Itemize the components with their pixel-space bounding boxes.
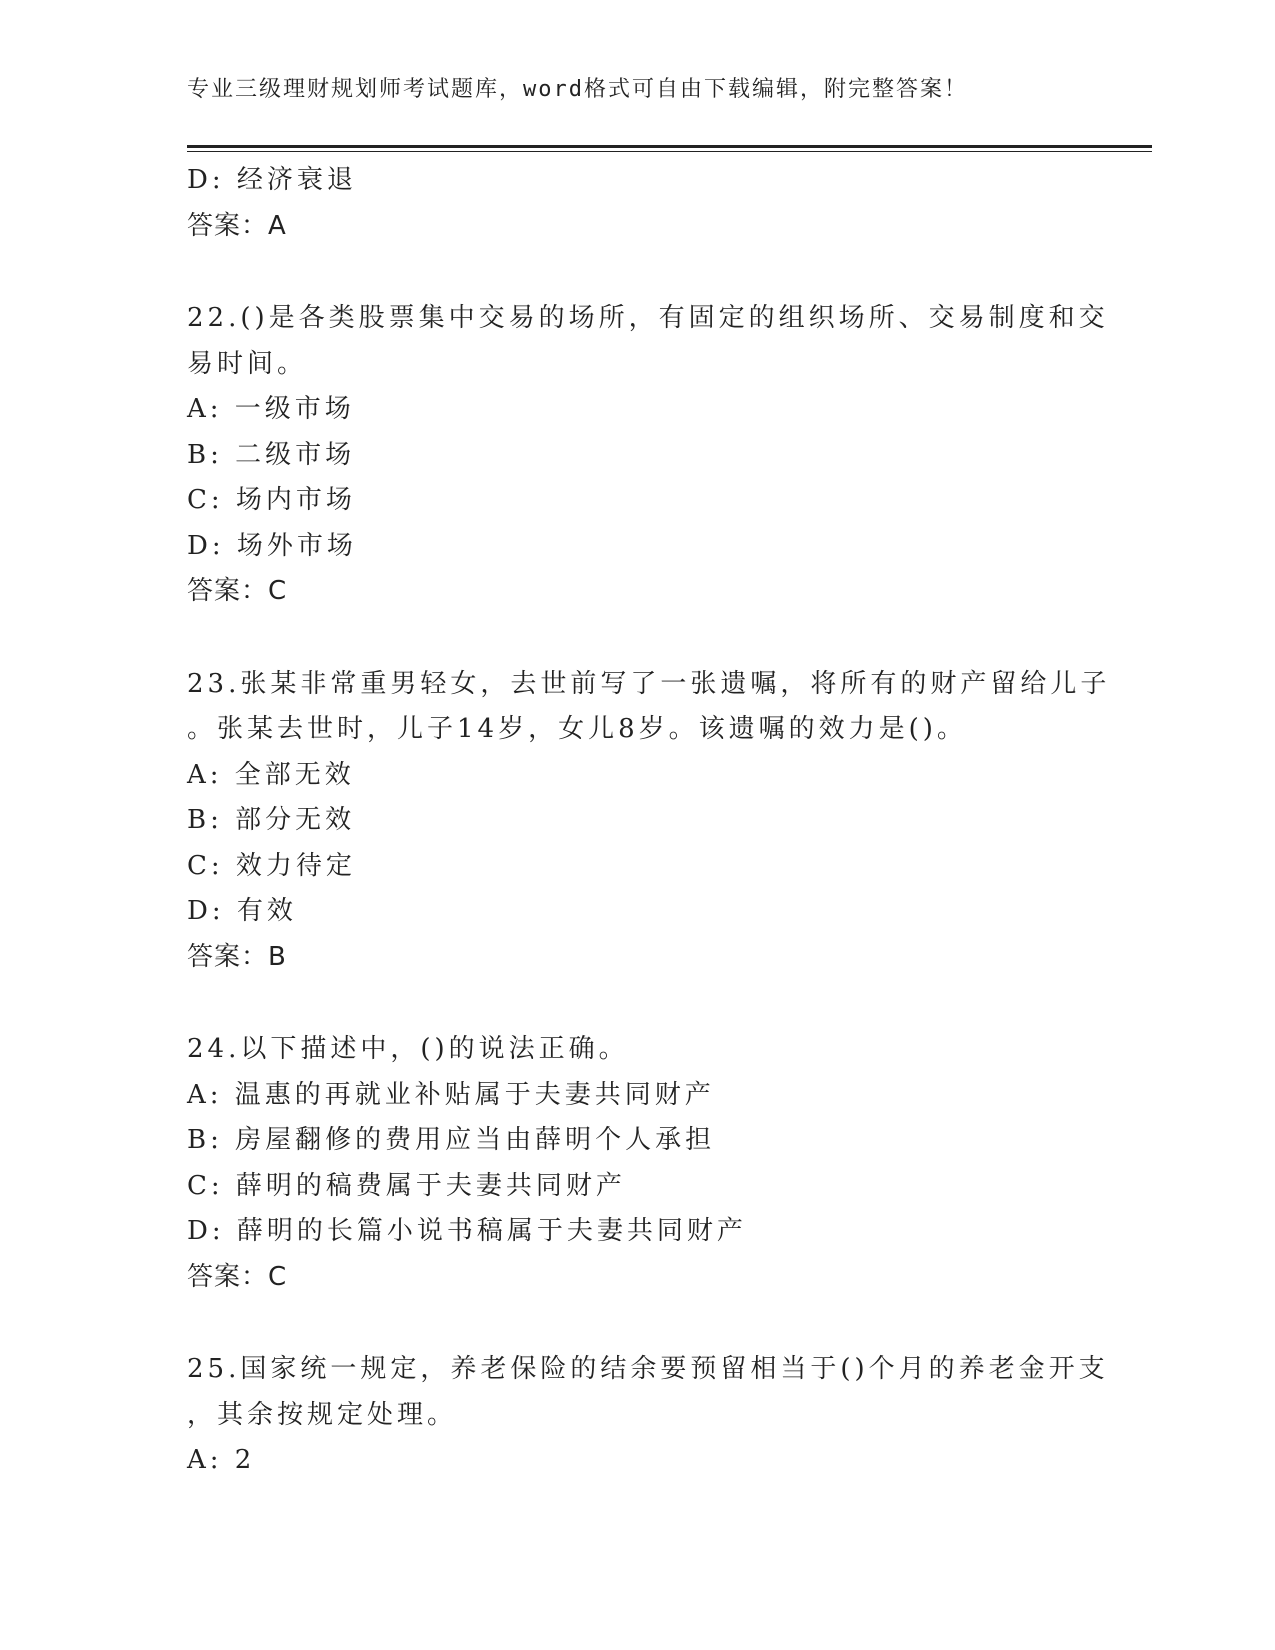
option-d: D: 薛明的长篇小说书稿属于夫妻共同财产: [187, 1216, 747, 1246]
option-d: D: 有效: [187, 896, 297, 926]
answer-line: 答案：B: [187, 941, 287, 972]
option-a: A: 全部无效: [187, 759, 355, 790]
answer-line: 答案：A: [187, 210, 287, 241]
option-a: A: 2: [187, 1445, 256, 1475]
option-c: C: 场内市场: [187, 485, 356, 515]
question-24: [187, 1027, 1087, 1300]
question-stem-line: 22.()是各类股票集中交易的场所，有固定的组织场所、交易制度和交: [187, 303, 1109, 333]
header-rule-thin: [187, 151, 1152, 152]
question-stem-line: 23.张某非常重男轻女，去世前写了一张遗嘱，将所有的财产留给儿子: [187, 668, 1111, 699]
question-23: [187, 662, 1111, 981]
option-b: B: 二级市场: [187, 439, 356, 470]
question-content: [187, 158, 1111, 1484]
question-stem-line: 24.以下描述中，()的说法正确。: [187, 1034, 629, 1064]
option-c: C: 效力待定: [187, 850, 356, 881]
answer-line: 答案：C: [187, 576, 288, 606]
option-c: C: 薛明的稿费属于夫妻共同财产: [187, 1170, 626, 1201]
question-25: [187, 1347, 1109, 1484]
question-stem-line: 易时间。: [187, 348, 308, 379]
option-b: B: 房屋翻修的费用应当由薛明个人承担: [187, 1125, 716, 1155]
option-d: D: 场外市场: [187, 530, 357, 561]
question-22: [187, 296, 1109, 615]
option-a: A: 一级市场: [187, 394, 355, 424]
answer-line: 答案：C: [187, 1261, 288, 1292]
header-rule-thick: [187, 145, 1152, 148]
question-stem-line: 25.国家统一规定，养老保险的结余要预留相当于()个月的养老金开支: [187, 1354, 1109, 1384]
question-stem-line: 。张某去世时，儿子14岁，女儿8岁。该遗嘱的效力是()。: [187, 714, 967, 744]
page-header: 专业三级理财规划师考试题库，word格式可自由下载编辑，附完整答案！: [187, 77, 968, 102]
question-stem-line: ，其余按规定处理。: [187, 1399, 458, 1430]
option-b: B: 部分无效: [187, 805, 356, 835]
option-d: D: 经济衰退: [187, 165, 357, 195]
option-a: A: 温惠的再就业补贴属于夫妻共同财产: [187, 1079, 715, 1110]
